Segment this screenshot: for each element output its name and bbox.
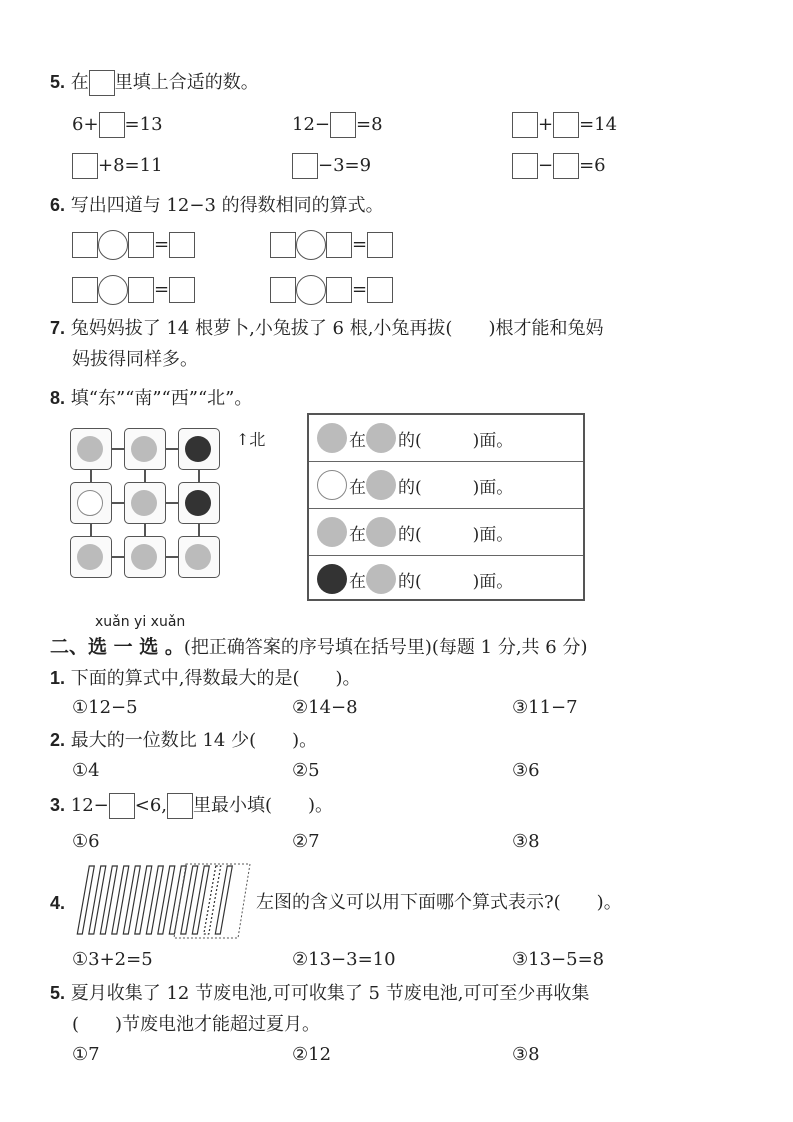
q5-eq-6: − =6 <box>512 153 606 179</box>
mc-4-num: 4. <box>50 893 66 913</box>
q6-eq: = <box>270 230 393 260</box>
mc-5-line2: ( )节废电池才能超过夏月。 <box>72 1014 321 1035</box>
connector <box>166 502 178 504</box>
option: ②12 <box>292 1044 332 1065</box>
connector <box>112 448 124 450</box>
answer-box[interactable] <box>72 153 98 179</box>
q7-text: 7. 兔妈妈拔了 14 根萝卜,小兔拔了 6 根,小兔再拔( )根才能和兔妈 <box>50 318 604 339</box>
tiger-icon <box>366 423 396 453</box>
bird-icon <box>317 423 347 453</box>
bird-icon <box>124 428 166 470</box>
option: ②13−3=10 <box>292 949 396 970</box>
q6-eq: = <box>270 275 393 305</box>
direction-row: 在 的( )面。 <box>309 556 583 602</box>
answer-box[interactable] <box>330 112 356 138</box>
tiger-icon <box>366 564 396 594</box>
direction-row: 在 的( )面。 <box>309 415 583 462</box>
answer-box[interactable] <box>89 70 115 96</box>
q6-title: 6. 写出四道与 12−3 的得数相同的算式。 <box>50 195 384 216</box>
penguin-icon <box>178 428 220 470</box>
answer-box[interactable] <box>553 153 579 179</box>
q8-title: 8. 填“东”“南”“西”“北”。 <box>50 388 253 409</box>
answer-box[interactable] <box>292 153 318 179</box>
mc-4-text: 左图的含义可以用下面哪个算式表示?( )。 <box>256 892 622 913</box>
mc-3: 3. 12− <6, 里最小填( )。 <box>50 793 333 819</box>
connector <box>198 524 200 536</box>
horse-icon <box>178 482 220 524</box>
q5-eq-2: 12− =8 <box>292 112 383 138</box>
connector <box>166 448 178 450</box>
option: ①12−5 <box>72 697 138 718</box>
butterfly-icon <box>70 428 112 470</box>
option: ③11−7 <box>512 697 578 718</box>
sticks-figure <box>68 862 253 940</box>
option: ②7 <box>292 831 320 852</box>
tiger-icon <box>366 517 396 547</box>
horse-icon <box>317 564 347 594</box>
swan-icon <box>317 470 347 500</box>
q6-eq: = <box>72 230 195 260</box>
mc-2: 2. 最大的一位数比 14 少( )。 <box>50 730 318 751</box>
connector <box>198 470 200 482</box>
connector <box>90 524 92 536</box>
q5-eq-3: + =14 <box>512 112 617 138</box>
option: ③13−5=8 <box>512 949 605 970</box>
direction-row: 在 的( )面。 <box>309 509 583 556</box>
option: ③8 <box>512 831 540 852</box>
connector <box>144 524 146 536</box>
option: ①4 <box>72 760 100 781</box>
q5-eq-4: +8=11 <box>72 153 163 179</box>
tiger-icon <box>366 470 396 500</box>
tiger-icon <box>124 482 166 524</box>
direction-table <box>307 413 585 601</box>
monkey-icon <box>178 536 220 578</box>
connector <box>166 556 178 558</box>
mc-1: 1. 下面的算式中,得数最大的是( )。 <box>50 668 361 689</box>
q5-title: 5. 在 里填上合适的数。 <box>50 70 259 96</box>
section-pinyin: xuǎn yi xuǎn <box>95 614 186 630</box>
q6-eq: = <box>72 275 195 305</box>
direction-row: 在 的( )面。 <box>309 462 583 509</box>
option: ③6 <box>512 760 540 781</box>
option: ①7 <box>72 1044 100 1065</box>
answer-box[interactable] <box>99 112 125 138</box>
answer-box[interactable] <box>553 112 579 138</box>
goat-icon <box>317 517 347 547</box>
connector <box>112 556 124 558</box>
q5-eq-1: 6+ =13 <box>72 112 163 138</box>
arrow-up-icon: ↑ <box>236 430 250 449</box>
connector <box>144 470 146 482</box>
goat-icon <box>124 536 166 578</box>
option: ③8 <box>512 1044 540 1065</box>
connector <box>112 502 124 504</box>
answer-box[interactable] <box>512 112 538 138</box>
option: ②14−8 <box>292 697 358 718</box>
q7-text-2: 妈拔得同样多。 <box>72 349 198 370</box>
swan-icon <box>70 482 112 524</box>
answer-box[interactable] <box>512 153 538 179</box>
mc-5: 5. 夏月收集了 12 节废电池,可可收集了 5 节废电池,可可至少再收集 <box>50 983 590 1004</box>
section-header: 二、选 一 选 。(把正确答案的序号填在括号里)(每题 1 分,共 6 分) <box>50 636 588 658</box>
north-indicator: ↑北 <box>236 430 266 449</box>
connector <box>90 470 92 482</box>
lion-icon <box>70 536 112 578</box>
option: ①6 <box>72 831 100 852</box>
option: ①3+2=5 <box>72 949 153 970</box>
q5-eq-5: −3=9 <box>292 153 371 179</box>
option: ②5 <box>292 760 320 781</box>
